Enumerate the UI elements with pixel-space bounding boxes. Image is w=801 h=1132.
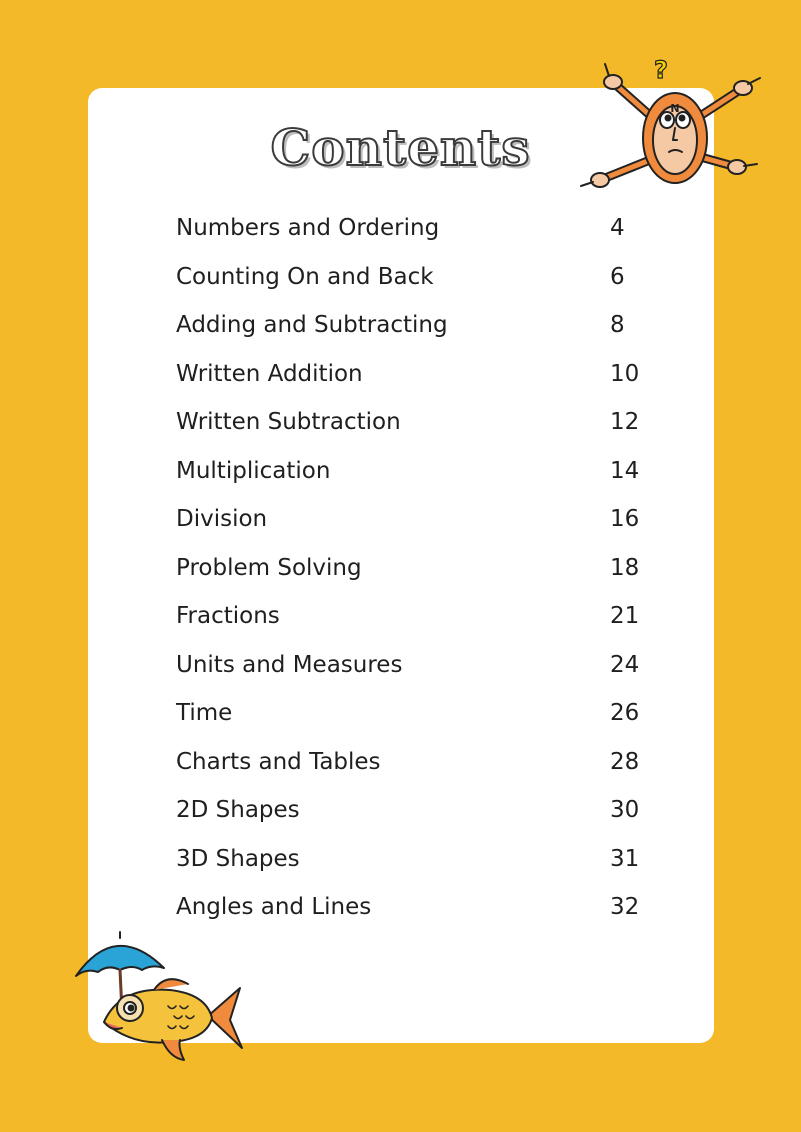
table-of-contents (176, 204, 646, 932)
toc-row[interactable] (176, 447, 646, 496)
toc-entry-page: 31 (610, 845, 640, 872)
toc-entry-title: 2D Shapes (176, 797, 300, 824)
compass-character-icon (575, 48, 775, 198)
toc-row[interactable] (176, 544, 646, 593)
toc-entry-title: Counting On and Back (176, 263, 434, 290)
fish-with-umbrella-icon (70, 928, 245, 1068)
toc-entry-title: Problem Solving (176, 554, 362, 581)
toc-entry-page: 26 (610, 700, 640, 727)
toc-entry-page: 18 (610, 554, 640, 581)
toc-entry-title: Numbers and Ordering (176, 215, 440, 242)
toc-entry-page: 10 (610, 360, 640, 387)
toc-row[interactable] (176, 398, 646, 447)
toc-row[interactable] (176, 835, 646, 884)
toc-entry-page: 6 (610, 263, 625, 290)
toc-row[interactable] (176, 204, 646, 253)
toc-entry-page: 4 (610, 215, 625, 242)
toc-entry-page: 28 (610, 748, 640, 775)
toc-entry-page: 32 (610, 894, 640, 921)
toc-entry-title: Written Subtraction (176, 409, 401, 436)
toc-row[interactable] (176, 883, 646, 932)
toc-entry-title: 3D Shapes (176, 845, 300, 872)
toc-row[interactable] (176, 786, 646, 835)
toc-entry-page: 30 (610, 797, 640, 824)
toc-entry-title: Charts and Tables (176, 748, 381, 775)
toc-entry-page: 16 (610, 506, 640, 533)
toc-row[interactable] (176, 641, 646, 690)
toc-row[interactable] (176, 689, 646, 738)
toc-row[interactable] (176, 592, 646, 641)
page-title: Contents (270, 118, 531, 177)
toc-entry-page: 8 (610, 312, 625, 339)
toc-entry-title: Adding and Subtracting (176, 312, 448, 339)
toc-row[interactable] (176, 495, 646, 544)
toc-entry-page: 24 (610, 651, 640, 678)
toc-entry-title: Angles and Lines (176, 894, 372, 921)
toc-row[interactable] (176, 738, 646, 787)
toc-row[interactable] (176, 350, 646, 399)
toc-entry-page: 12 (610, 409, 640, 436)
toc-entry-page: 21 (610, 603, 640, 630)
toc-entry-title: Written Addition (176, 360, 363, 387)
compass-letter: N (670, 102, 680, 115)
question-mark: ? (654, 56, 668, 84)
toc-entry-title: Fractions (176, 603, 280, 630)
toc-entry-page: 14 (610, 457, 640, 484)
toc-row[interactable] (176, 301, 646, 350)
toc-entry-title: Time (176, 700, 233, 727)
toc-entry-title: Units and Measures (176, 651, 403, 678)
toc-row[interactable] (176, 253, 646, 302)
toc-entry-title: Multiplication (176, 457, 331, 484)
toc-entry-title: Division (176, 506, 268, 533)
